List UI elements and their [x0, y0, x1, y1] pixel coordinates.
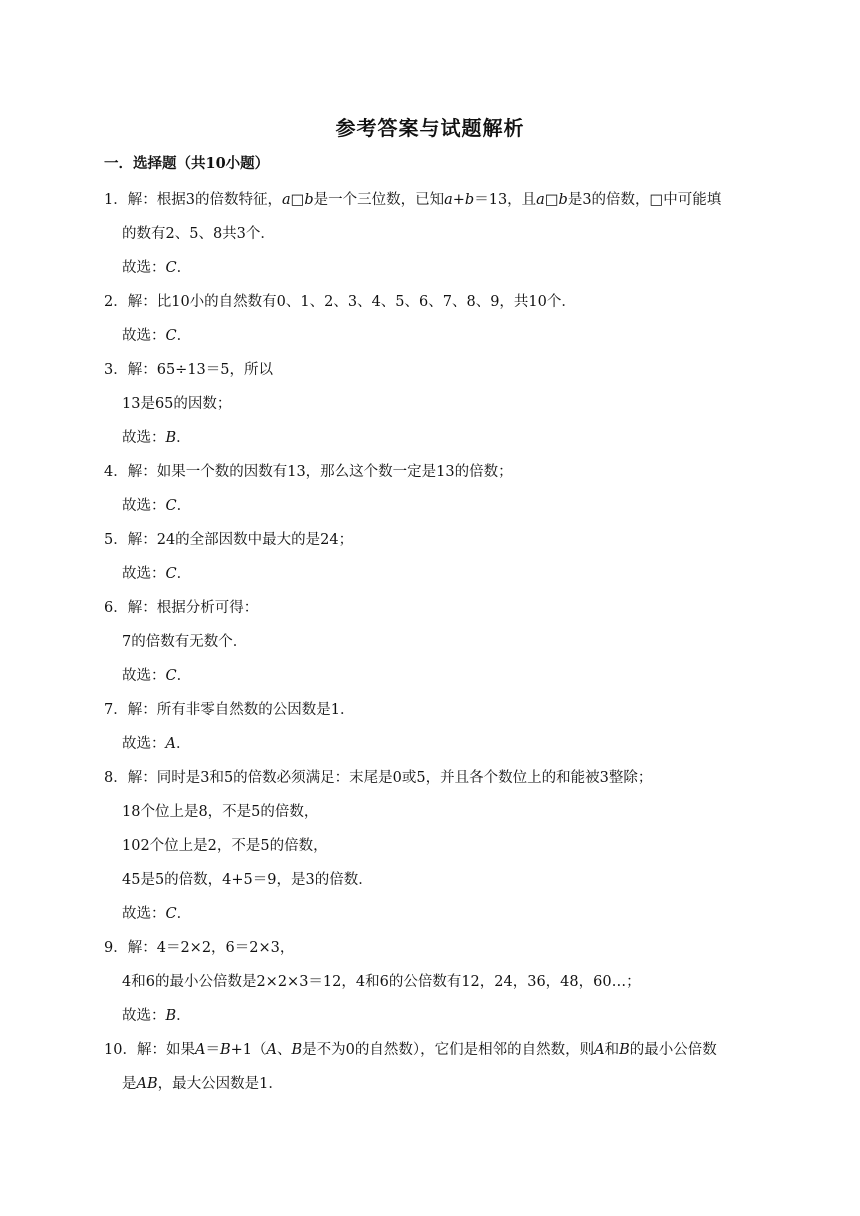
- answer-line: 的数有2、5、8共3个．: [122, 226, 275, 242]
- answer-line: 故选：B．: [122, 430, 191, 446]
- answer-line: 3．解：65÷13＝5，所以: [104, 362, 274, 378]
- answer-line: 故选：C．: [122, 260, 192, 276]
- answer-line: 18个位上是8，不是5的倍数，: [122, 804, 319, 820]
- answer-line: 5．解：24的全部因数中最大的是24；: [104, 532, 354, 548]
- answer-line: 8．解：同时是3和5的倍数必须满足：末尾是0或5，并且各个数位上的和能被3整除；: [104, 770, 653, 786]
- answer-line: 102个位上是2，不是5的倍数，: [122, 838, 328, 854]
- answer-line: 故选：B．: [122, 1008, 191, 1024]
- answer-line: 故选：A．: [122, 736, 191, 752]
- answer-line: 1．解：根据3的倍数特征，a□b是一个三位数，已知a+b＝13，且a□b是3的倍数，□中可能填: [104, 192, 722, 208]
- answer-line: 4和6的最小公倍数是2×2×3＝12，4和6的公倍数有12，24，36，48，60…；: [122, 974, 641, 990]
- answer-line: 故选：C．: [122, 566, 192, 582]
- answer-line: 6．解：根据分析可得：: [104, 600, 259, 616]
- answer-line: 10．解：如果A＝B+1（A、B是不为0的自然数），它们是相邻的自然数，则A和B的最小公倍数: [104, 1042, 717, 1058]
- answer-line: 故选：C．: [122, 328, 192, 344]
- answer-line: 9．解：4＝2×2，6＝2×3，: [104, 940, 295, 956]
- answer-line: 45是5的倍数，4+5＝9，是3的倍数．: [122, 872, 373, 888]
- answer-line: 13是65的因数；: [122, 396, 232, 412]
- answer-line: 7．解：所有非零自然数的公因数是1．: [104, 702, 355, 718]
- answer-line: 故选：C．: [122, 498, 192, 514]
- section-heading: 一．选择题（共10小题）: [104, 155, 270, 172]
- answer-line: 故选：C．: [122, 668, 192, 684]
- answer-line: 是AB，最大公因数是1．: [122, 1076, 283, 1092]
- page-title: 参考答案与试题解析: [335, 116, 525, 140]
- answer-line: 2．解：比10小的自然数有0、1、2、3、4、5、6、7、8、9，共10个．: [104, 294, 576, 310]
- answer-line: 7的倍数有无数个．: [122, 634, 248, 650]
- answer-line: 4．解：如果一个数的因数有13，那么这个数一定是13的倍数；: [104, 464, 513, 480]
- answer-line: 故选：C．: [122, 906, 192, 922]
